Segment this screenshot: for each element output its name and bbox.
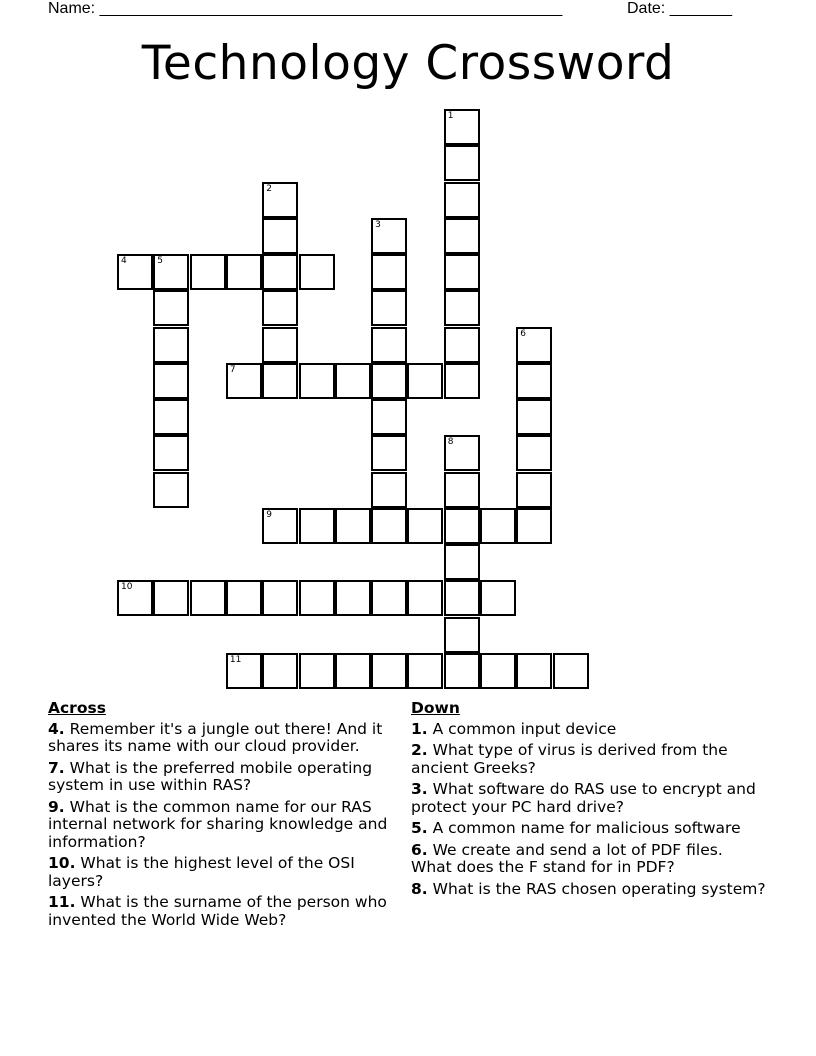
crossword-cell[interactable] bbox=[153, 290, 189, 326]
crossword-cell[interactable] bbox=[444, 290, 480, 326]
clue-text: What software do RAS use to encrypt and protect your PC hard drive? bbox=[411, 780, 756, 816]
clue-number: 8. bbox=[411, 879, 428, 898]
crossword-cell[interactable] bbox=[444, 363, 480, 399]
crossword-cell[interactable] bbox=[262, 254, 298, 290]
name-blank[interactable]: ____________________________________________________ bbox=[99, 0, 563, 17]
clue-number: 7. bbox=[48, 758, 65, 777]
clue-text: Remember it's a jungle out there! And it shares its name with our cloud provider. bbox=[48, 719, 383, 755]
crossword-cell[interactable] bbox=[407, 580, 443, 616]
cell-number: 3 bbox=[375, 219, 381, 230]
clue-text: What is the common name for our RAS internal network for sharing knowledge and information? bbox=[48, 797, 388, 851]
clue-text: What is the RAS chosen operating system? bbox=[432, 879, 766, 898]
clue-down bbox=[411, 781, 766, 816]
date-blank[interactable]: _______ bbox=[669, 0, 732, 17]
across-heading: Across bbox=[48, 699, 106, 717]
crossword-cell[interactable] bbox=[480, 653, 516, 689]
clue-down bbox=[411, 881, 766, 899]
crossword-cell[interactable] bbox=[444, 580, 480, 616]
crossword-cell[interactable] bbox=[444, 544, 480, 580]
crossword-cell[interactable] bbox=[262, 653, 298, 689]
crossword-cell[interactable] bbox=[226, 363, 262, 399]
crossword-cell[interactable] bbox=[516, 399, 552, 435]
crossword-cell[interactable] bbox=[226, 653, 262, 689]
clue-number: 2. bbox=[411, 741, 428, 759]
crossword-cell[interactable] bbox=[262, 218, 298, 254]
crossword-cell[interactable] bbox=[371, 653, 407, 689]
crossword-cell[interactable] bbox=[153, 254, 189, 290]
crossword-cell[interactable] bbox=[299, 508, 335, 544]
crossword-cell[interactable] bbox=[153, 399, 189, 435]
clue-number: 11. bbox=[48, 893, 76, 911]
clue-across bbox=[48, 799, 403, 852]
crossword-cell[interactable] bbox=[299, 254, 335, 290]
crossword-cell[interactable] bbox=[516, 435, 552, 471]
crossword-cell[interactable] bbox=[262, 508, 298, 544]
crossword-cell[interactable] bbox=[299, 580, 335, 616]
crossword-cell[interactable] bbox=[444, 508, 480, 544]
cell-number: 5 bbox=[157, 256, 164, 266]
crossword-cell[interactable] bbox=[444, 109, 480, 145]
crossword-cell[interactable] bbox=[516, 653, 552, 689]
crossword-cell[interactable] bbox=[444, 617, 480, 653]
cell-number: 7 bbox=[229, 364, 236, 375]
cell-number: 2 bbox=[266, 183, 272, 194]
clue-text: What is the highest level of the OSI layers? bbox=[48, 854, 355, 890]
crossword-cell[interactable] bbox=[226, 580, 262, 616]
crossword-cell[interactable] bbox=[226, 254, 262, 290]
crossword-cell[interactable] bbox=[335, 508, 371, 544]
crossword-cell[interactable] bbox=[262, 327, 298, 363]
clue-across bbox=[48, 855, 403, 890]
clue-down bbox=[411, 842, 766, 877]
crossword-cell[interactable] bbox=[262, 290, 298, 326]
crossword-cell[interactable] bbox=[444, 472, 480, 508]
crossword-cell[interactable] bbox=[299, 363, 335, 399]
clue-number: 9. bbox=[48, 797, 65, 816]
crossword-cell[interactable] bbox=[371, 218, 407, 254]
crossword-cell[interactable] bbox=[153, 580, 189, 616]
cell-number: 1 bbox=[447, 111, 454, 121]
cell-number: 8 bbox=[447, 437, 454, 448]
page-title: Technology Crossword bbox=[141, 36, 675, 91]
clue-text: A common input device bbox=[432, 719, 617, 738]
clue-across bbox=[48, 721, 403, 756]
crossword-cell[interactable] bbox=[516, 472, 552, 508]
clue-text: A common name for malicious software bbox=[432, 819, 741, 837]
crossword-cell[interactable] bbox=[444, 435, 480, 471]
crossword-cell[interactable] bbox=[190, 580, 226, 616]
name-label: Name: bbox=[48, 0, 96, 17]
across-clues bbox=[48, 700, 403, 933]
clue-text: What is the preferred mobile operating system in use within RAS? bbox=[48, 758, 373, 794]
crossword-cell[interactable] bbox=[407, 653, 443, 689]
crossword-cell[interactable] bbox=[407, 363, 443, 399]
clue-text: What type of virus is derived from the ancient Greeks? bbox=[411, 741, 728, 777]
crossword-cell[interactable] bbox=[153, 327, 189, 363]
crossword-cell[interactable] bbox=[153, 472, 189, 508]
clue-down bbox=[411, 721, 766, 739]
crossword-cell[interactable] bbox=[335, 580, 371, 616]
crossword-cell[interactable] bbox=[371, 580, 407, 616]
crossword-cell[interactable] bbox=[371, 290, 407, 326]
crossword-cell[interactable] bbox=[371, 363, 407, 399]
crossword-cell[interactable] bbox=[190, 254, 226, 290]
clue-text: What is the surname of the person who invented the World Wide Web? bbox=[48, 893, 387, 929]
clue-down bbox=[411, 820, 766, 838]
crossword-cell[interactable] bbox=[371, 435, 407, 471]
crossword-cell[interactable] bbox=[262, 580, 298, 616]
crossword-cell[interactable] bbox=[516, 363, 552, 399]
crossword-cell[interactable] bbox=[371, 472, 407, 508]
date-label: Date: bbox=[627, 0, 666, 17]
crossword-cell[interactable] bbox=[335, 653, 371, 689]
clue-number: 1. bbox=[411, 719, 428, 738]
crossword-cell[interactable] bbox=[299, 653, 335, 689]
crossword-cell[interactable] bbox=[480, 580, 516, 616]
cell-number: 4 bbox=[121, 256, 127, 266]
clue-across bbox=[48, 894, 403, 929]
cell-number: 9 bbox=[266, 509, 272, 520]
clue-across bbox=[48, 760, 403, 795]
clue-number: 10. bbox=[48, 854, 76, 872]
crossword-cell[interactable] bbox=[262, 363, 298, 399]
down-heading: Down bbox=[411, 699, 460, 717]
clue-number: 4. bbox=[48, 719, 65, 738]
crossword-cell[interactable] bbox=[444, 218, 480, 254]
crossword-cell[interactable] bbox=[371, 508, 407, 544]
clue-number: 6. bbox=[411, 840, 428, 859]
crossword-cell[interactable] bbox=[407, 508, 443, 544]
crossword-cell[interactable] bbox=[153, 435, 189, 471]
crossword-cell[interactable] bbox=[444, 327, 480, 363]
clue-text: We create and send a lot of PDF files. What does the F stand for in PDF? bbox=[411, 840, 723, 876]
crossword-cell[interactable] bbox=[480, 508, 516, 544]
crossword-cell[interactable] bbox=[371, 399, 407, 435]
crossword-cell[interactable] bbox=[516, 508, 552, 544]
crossword-cell[interactable] bbox=[444, 254, 480, 290]
clue-number: 3. bbox=[411, 780, 428, 798]
crossword-cell[interactable] bbox=[553, 653, 589, 689]
clue-number: 5. bbox=[411, 819, 428, 837]
crossword-cell[interactable] bbox=[371, 254, 407, 290]
crossword-cell[interactable] bbox=[117, 580, 153, 616]
crossword-cell[interactable] bbox=[444, 182, 480, 218]
crossword-cell[interactable] bbox=[516, 327, 552, 363]
cell-number: 11 bbox=[229, 654, 242, 665]
crossword-cell[interactable] bbox=[262, 182, 298, 218]
clue-down bbox=[411, 742, 766, 777]
crossword-cell[interactable] bbox=[117, 254, 153, 290]
cell-number: 10 bbox=[121, 582, 133, 593]
crossword-cell[interactable] bbox=[335, 363, 371, 399]
crossword-cell[interactable] bbox=[371, 327, 407, 363]
down-clues bbox=[411, 700, 766, 902]
crossword-cell[interactable] bbox=[444, 653, 480, 689]
crossword-cell[interactable] bbox=[153, 363, 189, 399]
cell-number: 6 bbox=[520, 328, 527, 339]
crossword-cell[interactable] bbox=[444, 145, 480, 181]
